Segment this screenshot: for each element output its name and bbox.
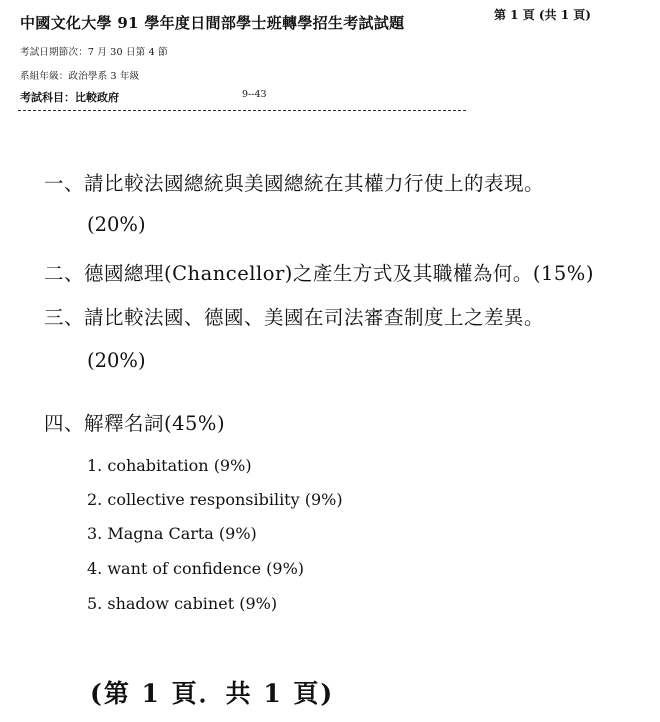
question-3-points: (20%)	[87, 349, 146, 372]
question-4: 四、解釋名詞(45%)	[44, 412, 226, 435]
question-1-points: (20%)	[87, 213, 146, 236]
term-item: 2. collective responsibility (9%)	[87, 490, 343, 509]
header-divider	[18, 110, 466, 111]
exam-subject	[20, 89, 267, 105]
exam-time: 考試日期節次：7 月 30 日第 4 節	[20, 47, 168, 58]
term-item: 5. shadow cabinet (9%)	[87, 594, 278, 613]
question-2: 二、德國總理(Chancellor)之產生方式及其職權為何。(15%)	[44, 262, 594, 285]
term-item: 3. Magna Carta (9%)	[87, 524, 257, 543]
department: 系組年級：政治學系 3 年級	[20, 71, 140, 82]
exam-title: 中國文化大學 91 學年度日間部學士班轉學招生考試試題	[20, 14, 405, 32]
subject-code: 9--43	[242, 89, 267, 100]
page-footer: (第 1 頁．共 1 頁)	[90, 679, 335, 708]
question-3: 三、請比較法國、德國、美國在司法審查制度上之差異。	[44, 306, 545, 329]
term-item: 1. cohabitation (9%)	[87, 456, 252, 475]
term-item: 4. want of confidence (9%)	[87, 559, 305, 578]
page-indicator: 第 1 頁 (共 1 頁)	[494, 8, 591, 22]
question-1: 一、請比較法國總統與美國總統在其權力行使上的表現。	[44, 172, 545, 195]
subject-label: 考試科目：比較政府	[20, 91, 119, 104]
